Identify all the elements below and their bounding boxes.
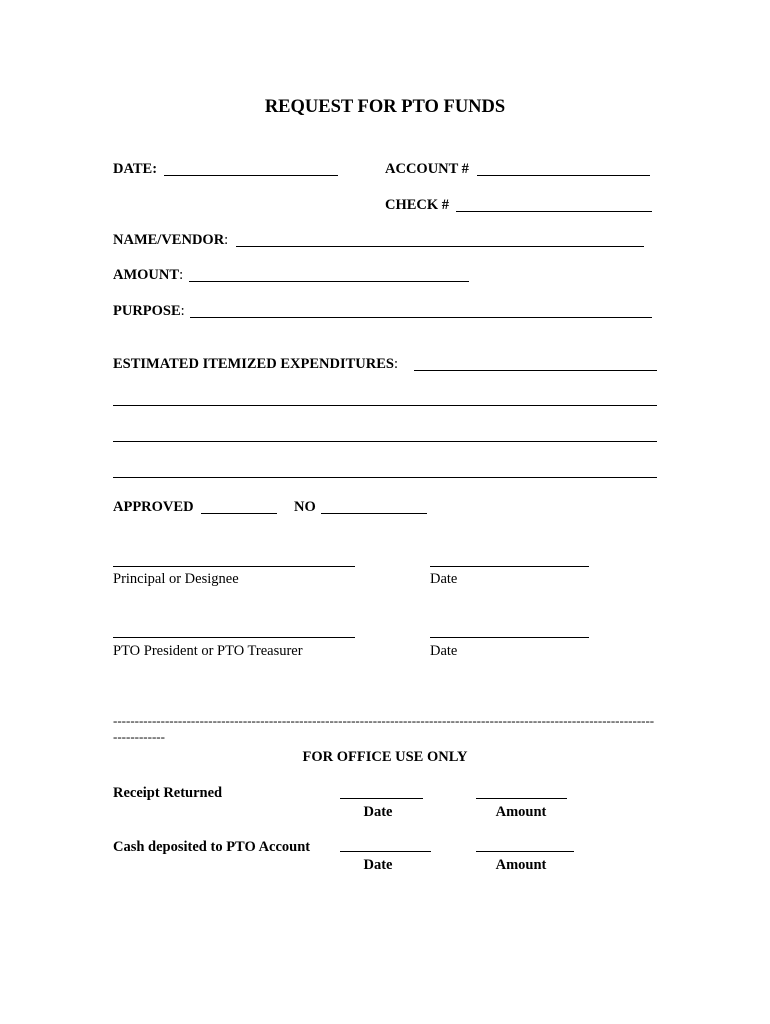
cash-deposited-label: Cash deposited to PTO Account <box>113 839 311 855</box>
president-label: PTO President or PTO Treasurer <box>113 643 303 659</box>
estimated-field[interactable] <box>414 370 657 371</box>
cash-date-line[interactable] <box>340 851 431 852</box>
cash-date-label: Date <box>363 857 393 873</box>
receipt-returned-label: Receipt Returned <box>113 785 223 801</box>
estimated-label-wrap <box>113 355 398 373</box>
name-vendor-label: NAME/VENDOR <box>113 232 225 248</box>
amount-field[interactable] <box>189 281 469 282</box>
approved-label: APPROVED <box>113 499 194 515</box>
expenditure-line-2[interactable] <box>113 441 657 442</box>
no-label: NO <box>294 499 316 515</box>
expenditure-line-1[interactable] <box>113 405 657 406</box>
purpose-label-wrap <box>113 302 185 320</box>
purpose-field[interactable] <box>190 317 652 318</box>
receipt-amount-line[interactable] <box>476 798 567 799</box>
principal-date-label: Date <box>430 571 458 587</box>
check-label: CHECK # <box>385 197 450 213</box>
estimated-label: ESTIMATED ITEMIZED EXPENDITURES <box>113 356 394 372</box>
amount-colon: : <box>179 267 184 283</box>
president-signature-line[interactable] <box>113 637 355 638</box>
office-separator: ----------------------------------------------------------------------------------------------------------------------------------------- <box>113 713 655 744</box>
amount-label: AMOUNT <box>113 267 180 283</box>
name-vendor-colon: : <box>224 232 229 248</box>
page-title: REQUEST FOR PTO FUNDS <box>264 97 506 117</box>
account-field[interactable] <box>477 175 650 176</box>
purpose-colon: : <box>180 303 185 319</box>
no-field[interactable] <box>321 513 427 514</box>
date-field[interactable] <box>164 175 338 176</box>
name-vendor-field[interactable] <box>236 246 644 247</box>
office-heading: FOR OFFICE USE ONLY <box>302 749 468 765</box>
cash-amount-line[interactable] <box>476 851 574 852</box>
principal-date-line[interactable] <box>430 566 589 567</box>
expenditure-line-3[interactable] <box>113 477 657 478</box>
purpose-label: PURPOSE <box>113 303 181 319</box>
receipt-date-line[interactable] <box>340 798 423 799</box>
account-label: ACCOUNT # <box>385 161 469 177</box>
amount-label-wrap <box>113 266 183 284</box>
receipt-date-label: Date <box>363 804 393 820</box>
president-date-line[interactable] <box>430 637 589 638</box>
check-field[interactable] <box>456 211 652 212</box>
principal-signature-line[interactable] <box>113 566 355 567</box>
date-label: DATE: <box>113 161 158 177</box>
name-vendor-label-wrap <box>113 231 228 249</box>
president-date-label: Date <box>430 643 458 659</box>
estimated-colon: : <box>393 356 398 372</box>
principal-label: Principal or Designee <box>113 571 239 587</box>
approved-field[interactable] <box>201 513 277 514</box>
receipt-amount-label: Amount <box>495 804 547 820</box>
cash-amount-label: Amount <box>495 857 547 873</box>
